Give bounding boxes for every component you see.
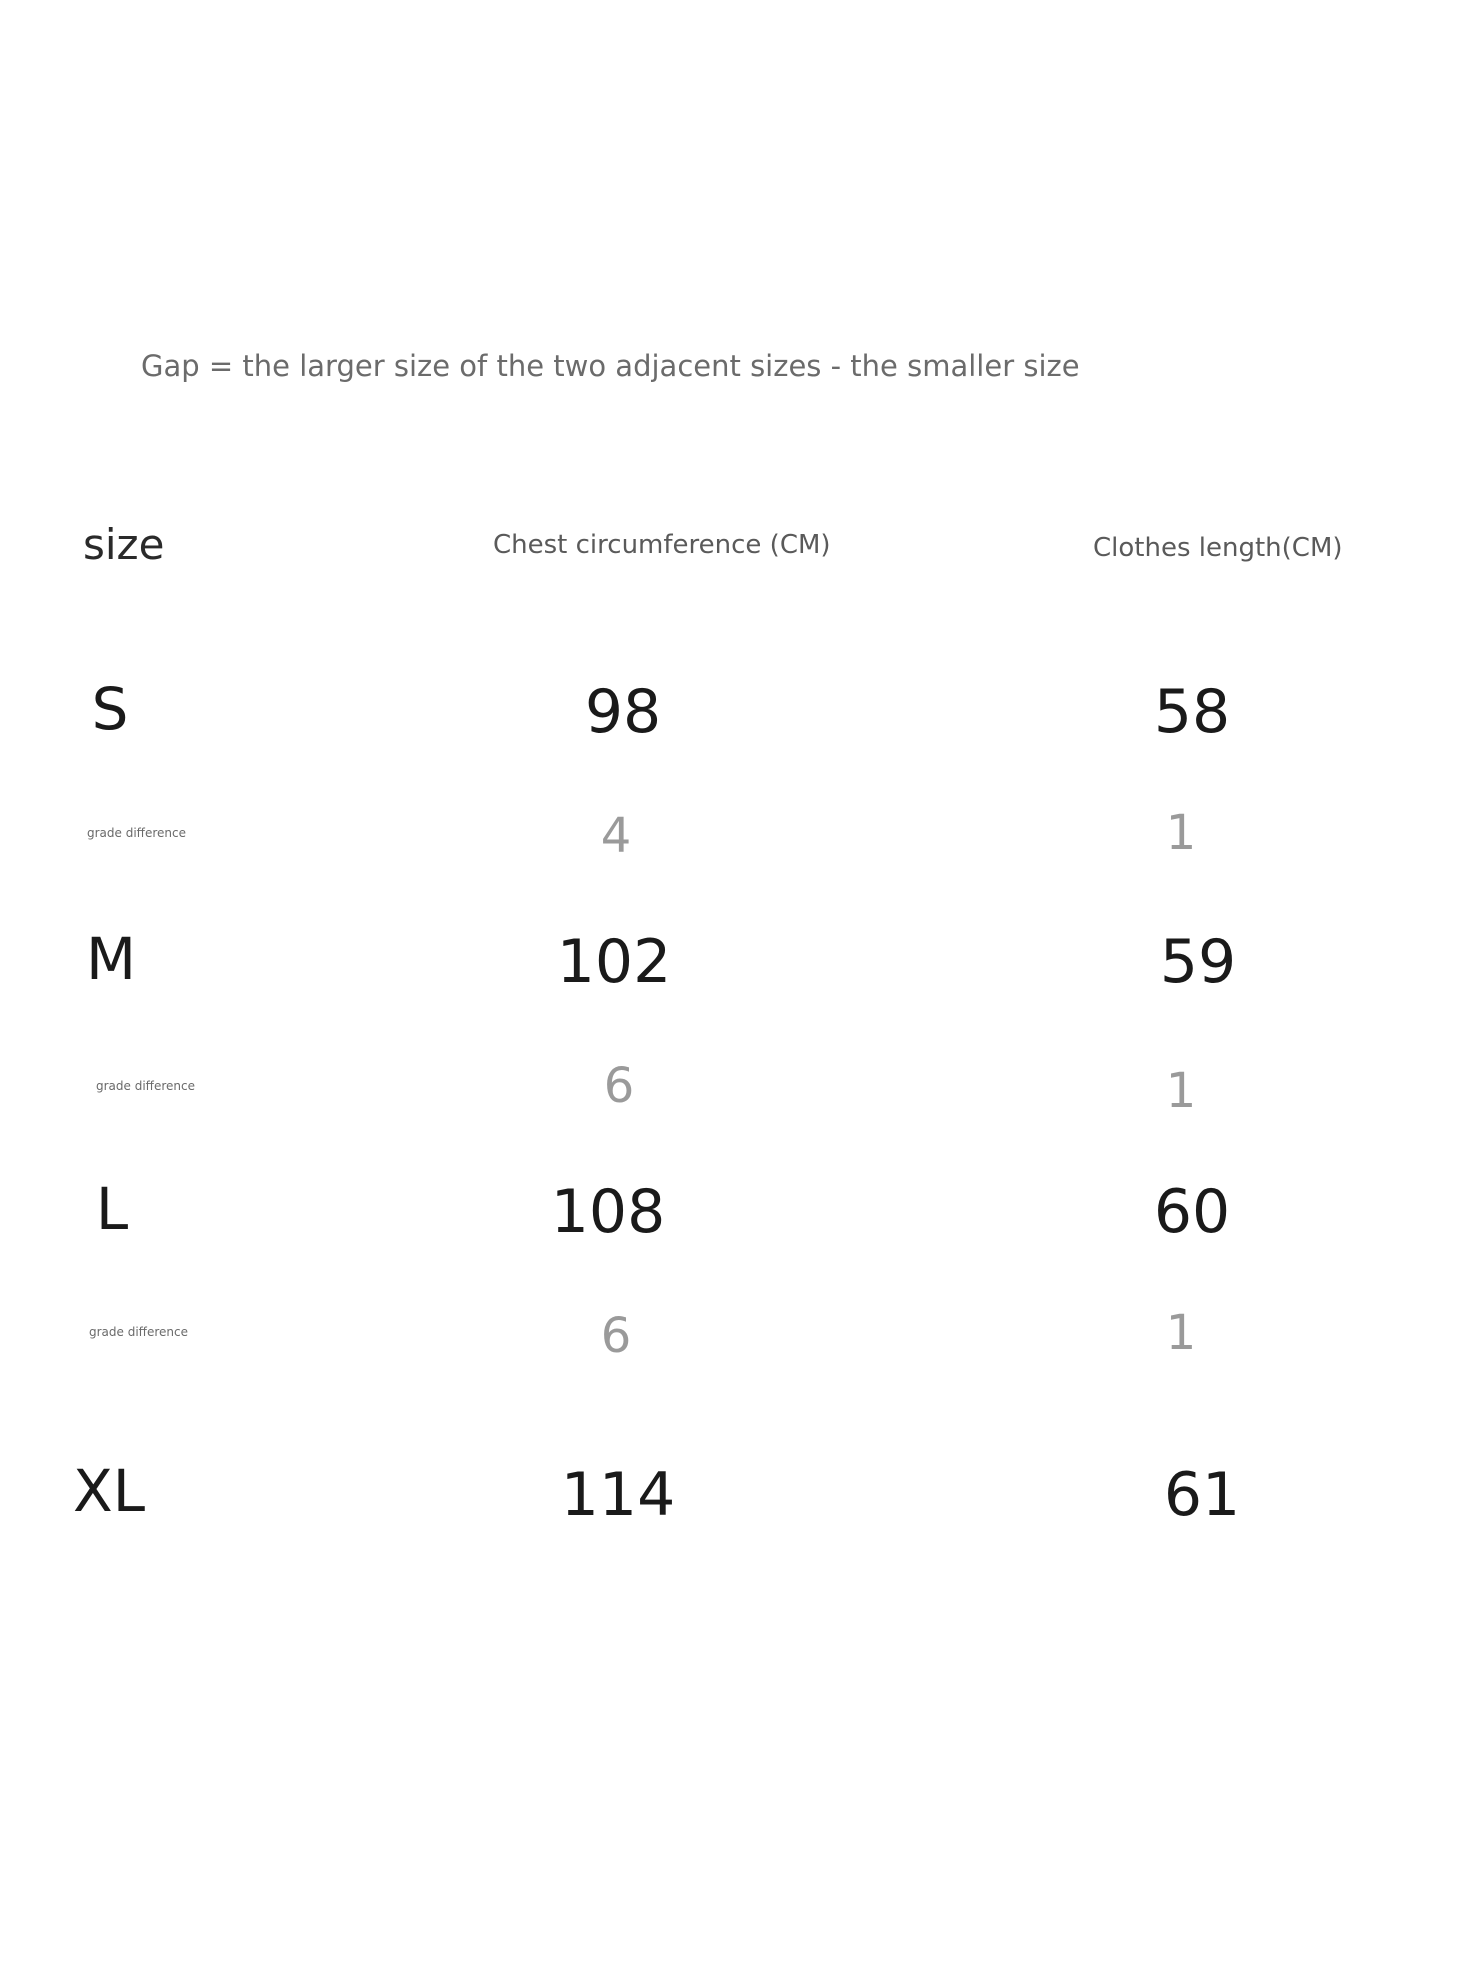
grade-difference-label: grade difference xyxy=(89,1325,188,1339)
chest-gap-value: 6 xyxy=(603,1058,635,1114)
chest-gap-value: 4 xyxy=(600,808,632,864)
chest-value: 108 xyxy=(550,1177,666,1247)
length-gap-value: 1 xyxy=(1165,1063,1197,1119)
header-size: size xyxy=(83,520,165,569)
length-gap-value: 1 xyxy=(1165,805,1197,861)
gap-note: Gap = the larger size of the two adjacent sizes - the smaller size xyxy=(141,349,1080,383)
chest-value: 114 xyxy=(560,1460,676,1530)
grade-difference-label: grade difference xyxy=(96,1079,195,1093)
chest-gap-value: 6 xyxy=(600,1308,632,1364)
header-clothes-length: Clothes length(CM) xyxy=(1093,533,1343,563)
length-value: 59 xyxy=(1159,927,1237,997)
size-label: M xyxy=(85,925,137,993)
length-value: 58 xyxy=(1153,677,1231,747)
size-label: S xyxy=(91,675,129,743)
header-chest-circumference: Chest circumference (CM) xyxy=(493,530,831,560)
grade-difference-label: grade difference xyxy=(87,826,186,840)
chest-value: 98 xyxy=(584,677,662,747)
length-gap-value: 1 xyxy=(1165,1305,1197,1361)
size-label: XL xyxy=(72,1457,146,1525)
length-value: 60 xyxy=(1153,1177,1231,1247)
length-value: 61 xyxy=(1163,1460,1241,1530)
size-label: L xyxy=(95,1175,129,1243)
chest-value: 102 xyxy=(556,927,672,997)
